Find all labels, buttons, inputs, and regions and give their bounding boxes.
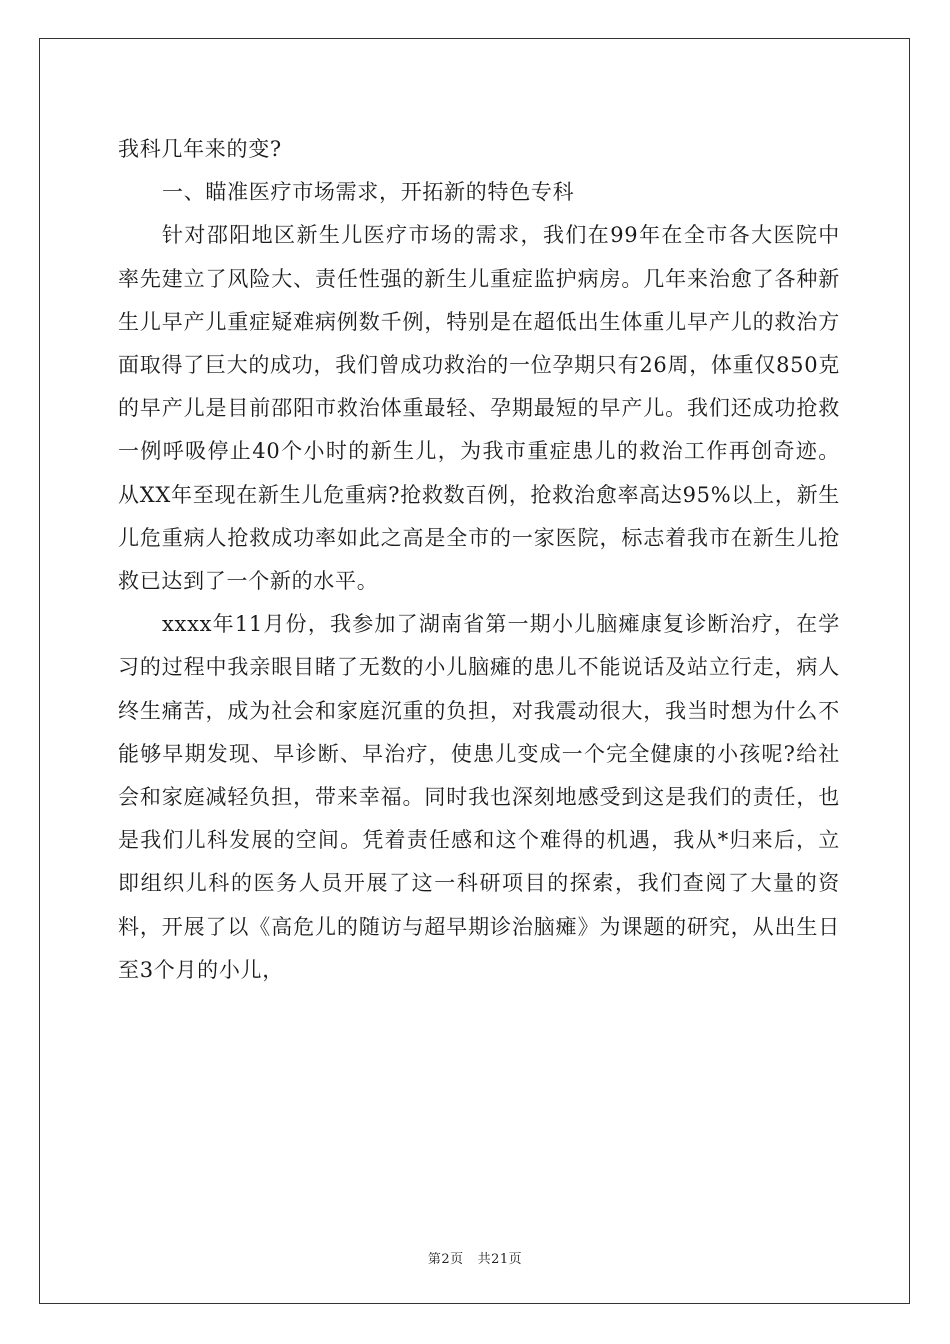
- paragraph-3: xxxx年11月份，我参加了湖南省第一期小儿脑瘫康复诊断治疗，在学习的过程中我亲眼目睹了无数的小儿脑瘫的患儿不能说话及站立行走，病人终生痛苦，成为社会和家庭沉重的负担，对我震动很大，我当时想为什么不能够早期发现、早诊断、早治疗，使患儿变成一个完全健康的小孩呢?给社会和家庭减轻负担，带来幸福。同时我也深刻地感受到这是我们的责任，也是我们儿科发展的空间。凭着责任感和这个难得的机遇，我从*归来后，立即组织儿科的医务人员开展了这一科研项目的探索，我们查阅了大量的资料，开展了以《高危儿的随访与超早期诊治脑瘫》为课题的研究，从出生日至3个月的小儿，: [118, 612, 840, 982]
- page-number: 第2页: [427, 1252, 464, 1267]
- page-footer: [0, 1248, 950, 1267]
- document-body: [118, 128, 840, 992]
- section-heading: 一、瞄准医疗市场需求，开拓新的特色专科: [162, 180, 575, 205]
- paragraph-1: 我科几年来的变?: [118, 137, 282, 161]
- paragraph-2: 针对邵阳地区新生儿医疗市场的需求，我们在99年在全市各大医院中率先建立了风险大、责任性强的新生儿重症监护病房。几年来治愈了各种新生儿早产儿重症疑难病例数千例，特别是在超低出生体重儿早产儿的救治方面取得了巨大的成功，我们曾成功救治的一位孕期只有26周，体重仅850克的早产儿是目前邵阳市救治体重最轻、孕期最短的早产儿。我们还成功抢救一例呼吸停止40个小时的新生儿，为我市重症患儿的救治工作再创奇迹。从XX年至现在新生儿危重病?抢救数百例，抢救治愈率高达95%以上，新生儿危重病人抢救成功率如此之高是全市的一家医院，标志着我市在新生儿抢救已达到了一个新的水平。: [118, 223, 840, 594]
- page-total: 共21页: [477, 1252, 523, 1267]
